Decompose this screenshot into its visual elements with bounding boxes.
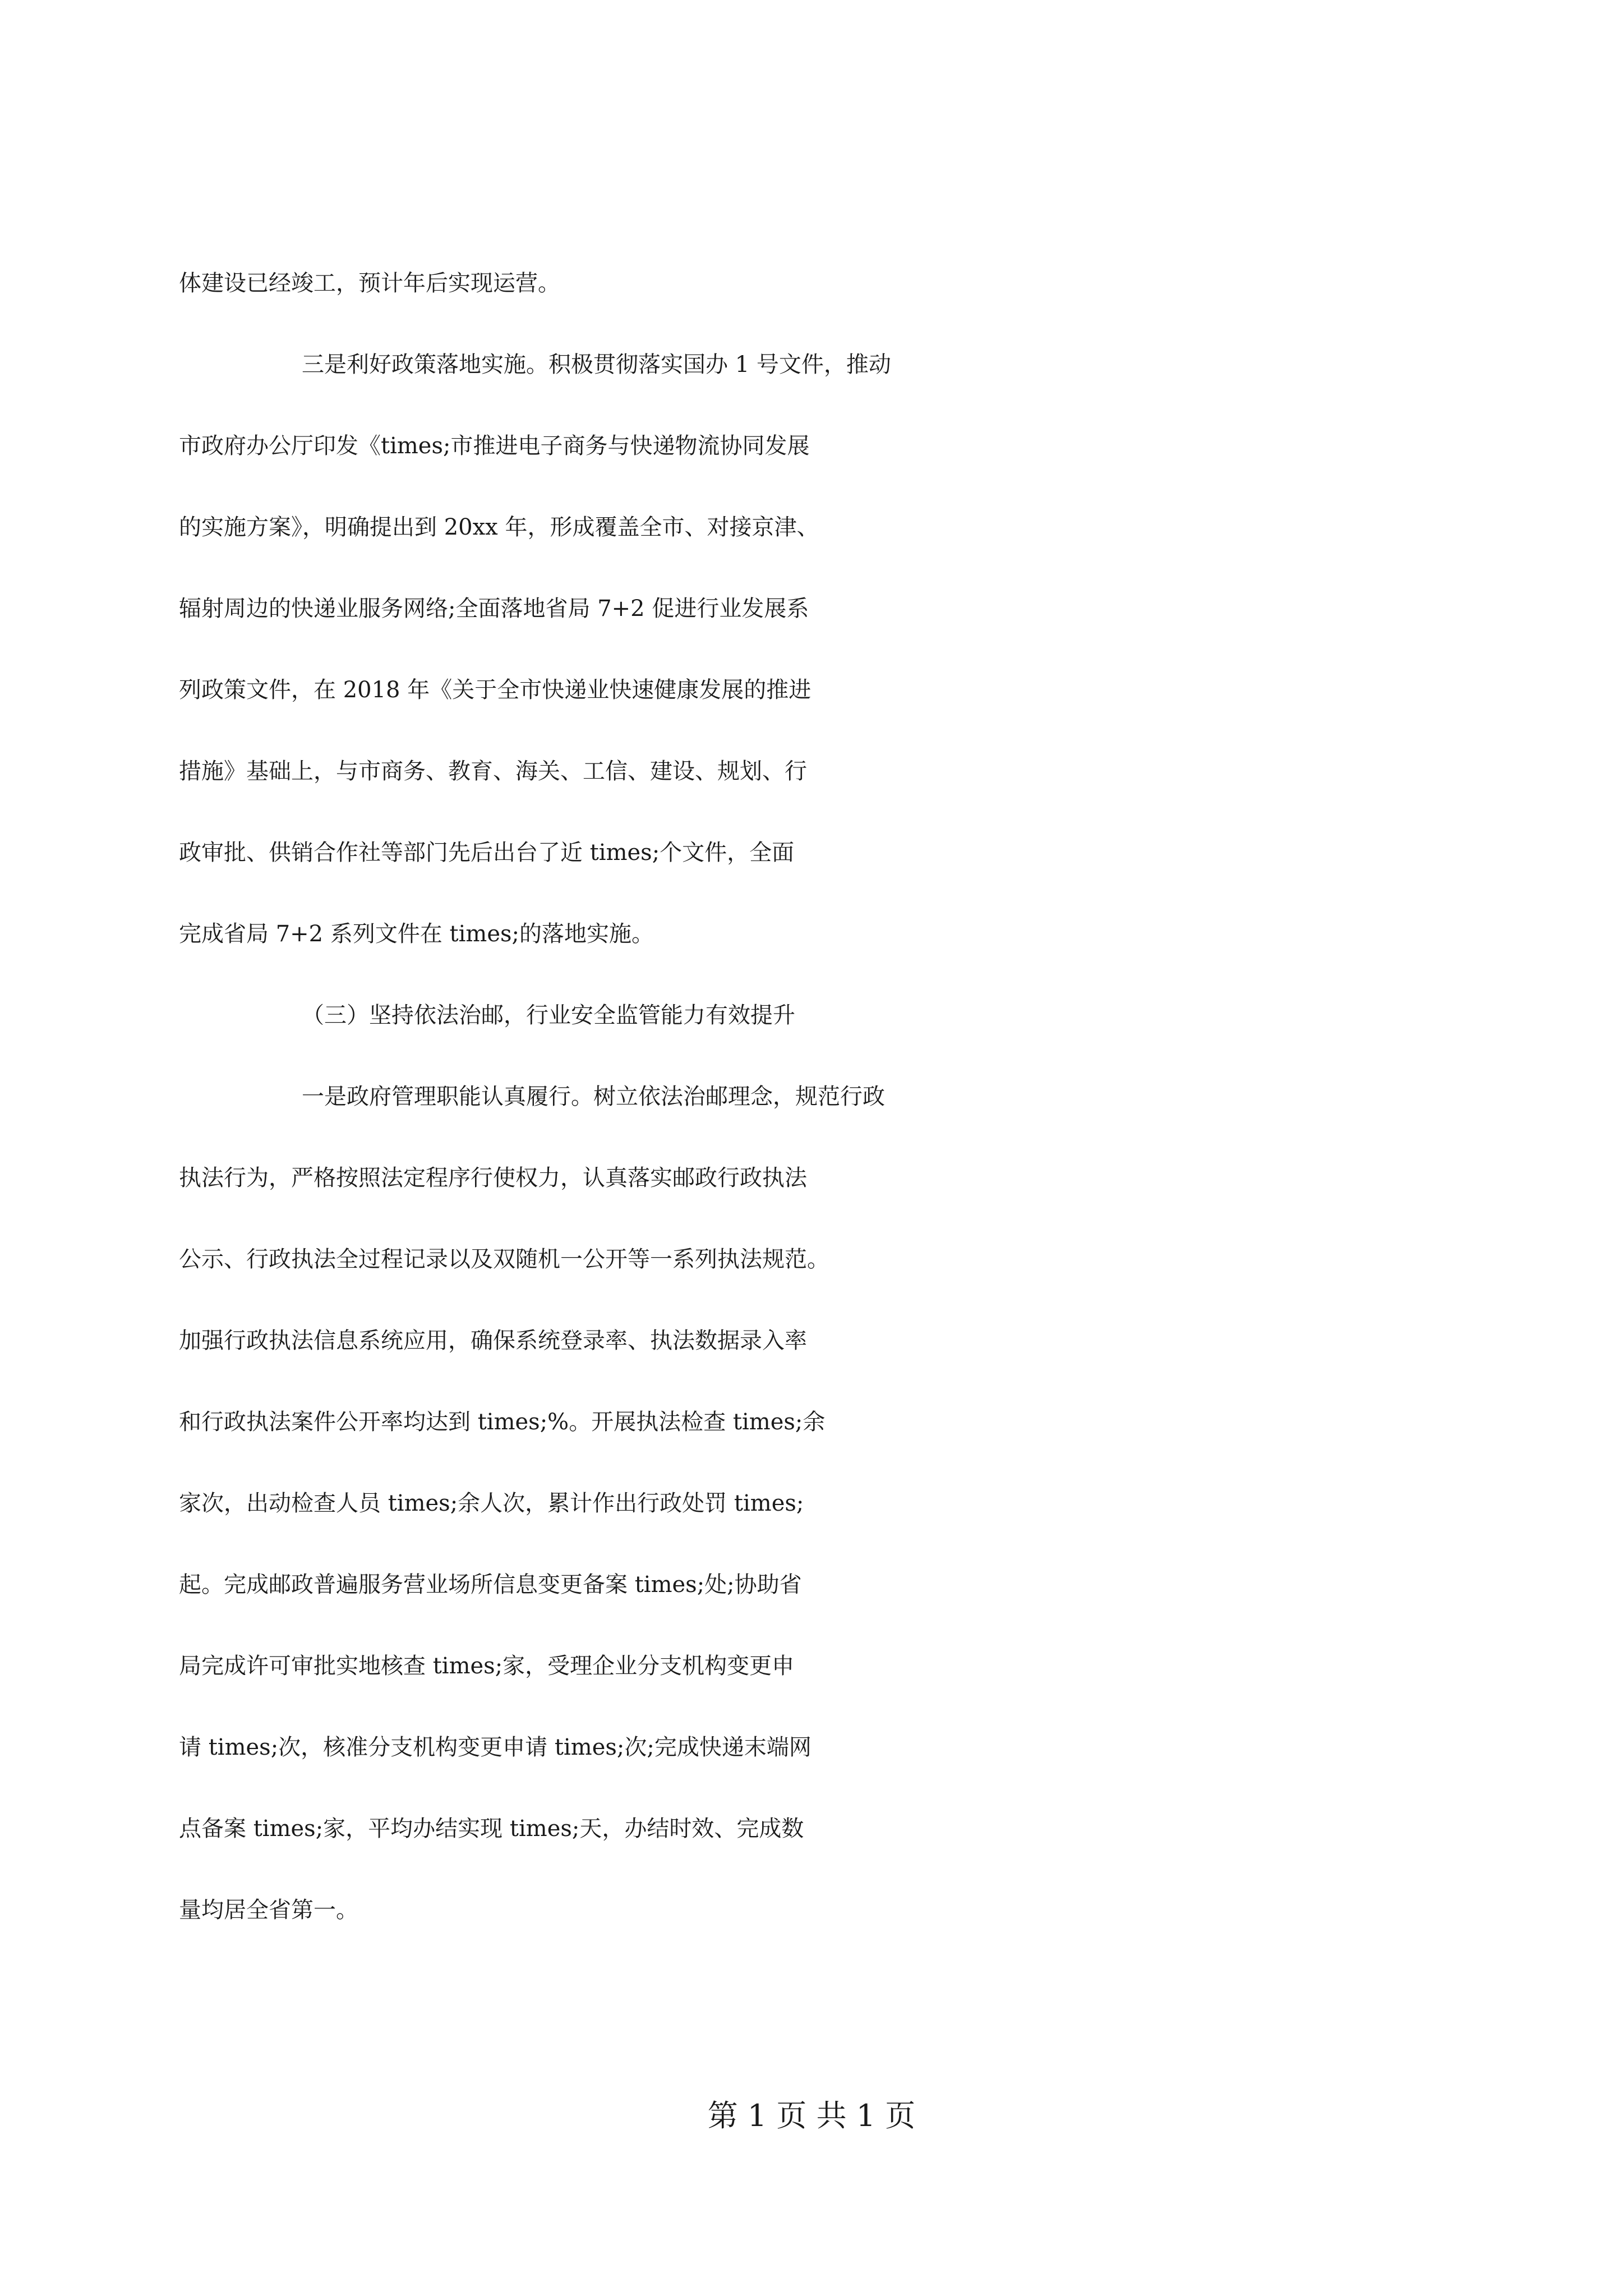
text-line-14 [0,1329,1623,1352]
text-line-20 [0,1818,1623,1840]
text-line-content: 的实施方案》，明确提出到 20xx 年，形成覆盖全市、对接京津、 [179,514,819,540]
text-line-content: 请 times;次，核准分支机构变更申请 times;次;完成快递末端网 [179,1734,811,1760]
text-line-19 [0,1736,1623,1759]
text-line-12 [0,1167,1623,1189]
text-line-21 [0,1899,1623,1921]
text-line-18 [0,1655,1623,1677]
text-line-content: 和行政执法案件公开率均达到 times;%。开展执法检查 times;余 [179,1409,826,1435]
text-line-content: 措施》基础上，与市商务、教育、海关、工信、建设、规划、行 [179,758,807,784]
text-line-content: 一是政府管理职能认真履行。树立依法治邮理念，规范行政 [302,1084,885,1110]
page-footer: 第 1 页 共 1 页 [707,2098,916,2133]
text-line-13 [0,1248,1623,1271]
text-line-content: （三）坚持依法治邮，行业安全监管能力有效提升 [302,1002,795,1028]
section-heading [0,1004,1623,1027]
text-line-content: 加强行政执法信息系统应用，确保系统登录率、执法数据录入率 [179,1328,807,1354]
text-line-5 [0,597,1623,620]
text-line-1 [0,272,1623,295]
text-line-content: 政审批、供销合作社等部门先后出台了近 times;个文件，全面 [179,840,795,866]
text-line-16 [0,1492,1623,1515]
text-line-content: 量均居全省第一。 [179,1897,358,1923]
text-line-content: 完成省局 7+2 系列文件在 times;的落地实施。 [179,921,654,947]
text-line-content: 局完成许可审批实地核查 times;家，受理企业分支机构变更申 [179,1653,795,1679]
text-line-content: 三是利好政策落地实施。积极贯彻落实国办 1 号文件，推动 [302,352,891,378]
text-line-content: 起。完成邮政普遍服务营业场所信息变更备案 times;处;协助省 [179,1572,802,1598]
text-line-3 [0,435,1623,457]
text-line-content: 列政策文件，在 2018 年《关于全市快递业快速健康发展的推进 [179,677,811,703]
text-line-7 [0,760,1623,783]
text-line-content: 体建设已经竣工，预计年后实现运营。 [179,270,560,296]
text-line-content: 点备案 times;家，平均办结实现 times;天，办结时效、完成数 [179,1816,804,1842]
text-line-8 [0,841,1623,864]
text-line-content: 执法行为，严格按照法定程序行使权力，认真落实邮政行政执法 [179,1165,807,1191]
text-line-11 [0,1085,1623,1108]
text-line-17 [0,1573,1623,1596]
text-line-content: 公示、行政执法全过程记录以及双随机一公开等一系列执法规范。 [179,1246,829,1272]
text-line-2 [0,353,1623,376]
text-line-9 [0,923,1623,945]
text-line-content: 家次，出动检查人员 times;余人次，累计作出行政处罚 times; [179,1490,804,1516]
text-line-content: 辐射周边的快递业服务网络;全面落地省局 7+2 促进行业发展系 [179,596,809,622]
text-line-4 [0,516,1623,539]
text-line-15 [0,1411,1623,1433]
text-line-6 [0,679,1623,701]
text-line-content: 市政府办公厅印发《times;市推进电子商务与快递物流协同发展 [179,433,810,459]
